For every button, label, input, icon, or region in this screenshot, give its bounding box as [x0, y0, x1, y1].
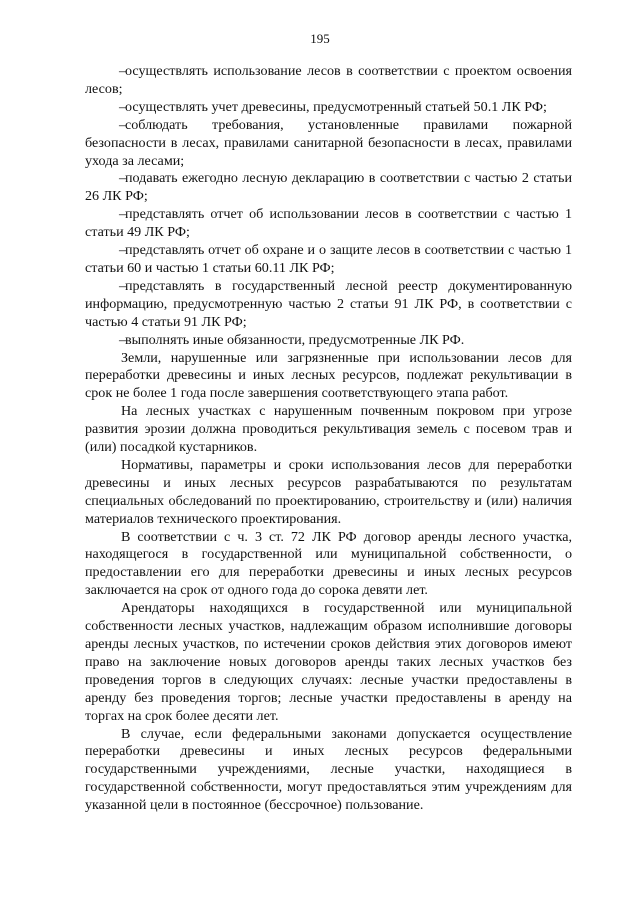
paragraph-erosion: На лесных участках с нарушенным почвенным покровом при угрозе развития эрозии должна проводиться рекультивация земель с посевом трав и (или) посадкой кустарников. — [85, 403, 572, 456]
list-item — [85, 278, 572, 332]
list-item — [85, 242, 572, 278]
list-item — [85, 99, 572, 117]
paragraph-lease-term: В соответствии с ч. 3 ст. 72 ЛК РФ договор аренды лесного участка, находящегося в государственной или муниципальной собственности, о предоставлении его для переработки древесины и иных лесных ресурсов заключается на срок от одного года до сорока девяти лет. — [85, 528, 572, 599]
list-item — [85, 332, 572, 350]
list-item-text: представлять отчет об охране и о защите лесов в соответствии с частью 1 статьи 60 и частью 1 статьи 60.11 ЛК РФ; — [85, 242, 572, 276]
paragraph-lease-renewal: Арендаторы находящихся в государственной или муниципальной собственности лесных участков, надлежащим образом исполнившие договоры аренды лесных участков, по истечении сроков действия этих договоров имеют право на заключение новых договоров аренды таких лесных участков без проведения торгов в следующих случаях: лесные участки предоставлены в аренду без проведения торгов; лесные участки предоставлены в аренду на торгах на срок более десяти лет. — [85, 600, 572, 724]
bullet-dash: – — [119, 98, 127, 115]
list-item-text: осуществлять учет древесины, предусмотренный статьей 50.1 ЛК РФ; — [125, 98, 547, 115]
paragraph-land-reclamation: Земли, нарушенные или загрязненные при использовании лесов для переработки древесины и иных лесных ресурсов, подлежат рекультивации в срок не более 1 года после завершения соответствующего этапа работ. — [85, 349, 572, 402]
bullet-dash: – — [119, 242, 127, 259]
list-item-text: подавать ежегодно лесную декларацию в соответствии с частью 2 статьи 26 ЛК РФ; — [85, 170, 572, 205]
list-item-text: соблюдать требования, установленные правилами пожарной безопасности в лесах, правилами санитарной безопасности в лесах, правилами ухода за лесами; — [85, 116, 572, 169]
list-item — [85, 117, 572, 171]
bullet-dash: – — [119, 331, 127, 348]
bullet-dash: – — [119, 206, 127, 223]
paragraph-permanent-use: В случае, если федеральными законами допускается осуществление переработки древесины и иных лесных ресурсов федеральными государственными учреждениями, лесные участки, находящиеся в государственной собственности, могут предоставляться этим учреждениям для указанной цели в постоянное (бессрочное) пользование. — [85, 725, 572, 814]
list-item-text: выполнять иные обязанности, предусмотренные ЛК РФ. — [125, 331, 465, 348]
bullet-dash: – — [119, 116, 127, 133]
list-item-text: представлять в государственный лесной реестр документированную информацию, предусмотренную частью 2 статьи 91 ЛК РФ, в соответствии с частью 4 статьи 91 ЛК РФ; — [85, 277, 572, 330]
page-number: 195 — [310, 31, 330, 46]
list-item — [85, 170, 572, 206]
bullet-dash: – — [119, 170, 127, 187]
list-item-text: представлять отчет об использовании лесов в соответствии с частью 1 статьи 49 ЛК РФ; — [85, 206, 572, 241]
list-item — [85, 206, 572, 242]
paragraph-norms: Нормативы, параметры и сроки использования лесов для переработки древесины и иных лесных ресурсов разрабатываются по результатам специальных обследований по проектированию, строительству и (или) наличия материалов технического проектирования. — [85, 456, 572, 527]
page-body — [85, 63, 572, 815]
list-item — [85, 63, 572, 99]
bullet-dash: – — [119, 277, 127, 294]
list-item-text: осуществлять использование лесов в соответствии с проектом освоения лесов; — [85, 63, 572, 97]
bullet-dash: – — [119, 63, 127, 79]
